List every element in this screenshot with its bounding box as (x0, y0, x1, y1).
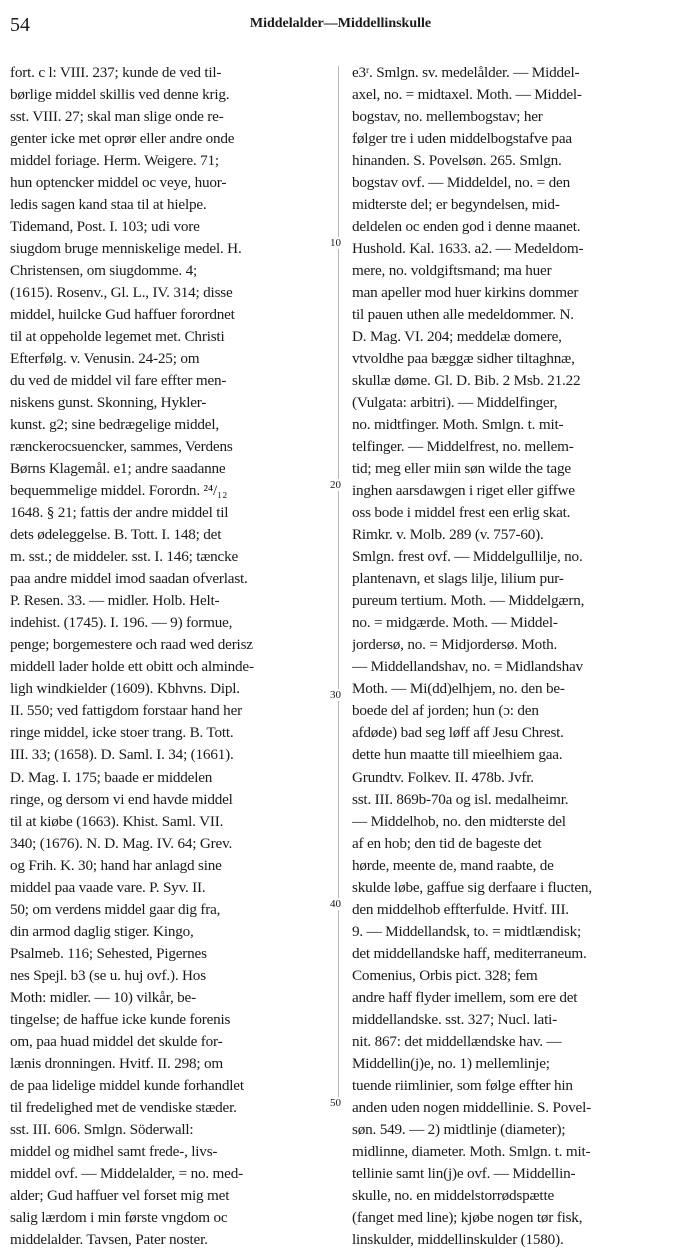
text-line: og Frih. K. 30; hand har anlagd sine (10, 856, 222, 874)
text-line: alder; Gud haffuer vel forset mig met (10, 1186, 230, 1204)
text-line: — Middellandshav, no. = Midlandshav (352, 658, 583, 676)
text-line: (Vulgata: arbitri). — Middelfinger, (352, 394, 558, 412)
text-line: du ved de middel vil fare effter men- (10, 372, 227, 390)
text-line: plantenavn, et slags lilje, lilium pur- (352, 570, 564, 588)
text-line: børlige middel skillis ved denne krig. (10, 86, 230, 104)
text-line: bogstav ovf. — Middeldel, no. = den (352, 174, 570, 192)
column-divider (338, 66, 339, 1106)
text-line: oss bode i middel frest een erlig skat. (352, 504, 571, 522)
text-line: din armod daglig stiger. Kingo, (10, 922, 194, 940)
text-line: Moth: midler. — 10) vilkår, be- (10, 988, 196, 1006)
page-header (0, 12, 681, 38)
text-line: om, paa huad middel det skulde for- (10, 1032, 223, 1050)
text-line: 9. — Middellandsk, to. = midtlændisk; (352, 922, 581, 940)
text-line: telfinger. — Middelfrest, no. mellem- (352, 438, 574, 456)
text-line: følger tre i uden middelbogstafve paa (352, 130, 572, 148)
text-line: D. Mag. VI. 204; meddelæ domere, (352, 328, 562, 346)
text-line: Christensen, om siugdomme. 4; (10, 262, 197, 280)
text-line: af en hob; den tid de bageste det (352, 834, 542, 852)
text-line: linskulder, middellinskulder (1580). (352, 1230, 564, 1248)
text-line: jordersø, no. = Midjordersø. Moth. (352, 636, 558, 654)
text-line: Efterfølg. v. Venusin. 24-25; om (10, 350, 200, 368)
text-line: niskens gunst. Skonning, Hykler- (10, 394, 207, 412)
text-line: (1615). Rosenv., Gl. L., IV. 314; disse (10, 284, 233, 302)
text-line: II. 550; ved fattigdom forstaar hand her (10, 702, 242, 720)
text-line: siugdom bruge menniskelige medel. H. (10, 240, 242, 258)
line-number: 20 (330, 479, 352, 491)
text-line: middell lader holde ett obitt och almindе- (10, 658, 254, 676)
text-line: ligh windkielder (1609). Kbhvns. Dipl. (10, 680, 240, 698)
text-line: (fanget med line); kjøbe nogen tør fisk, (352, 1208, 583, 1226)
text-line: til pauen uthen alle medeldommer. N. (352, 306, 574, 324)
text-line: dets ødeleggelse. B. Tott. I. 148; det (10, 526, 222, 544)
text-line: no. = midgærde. Moth. — Middel- (352, 614, 558, 632)
text-line: 1648. § 21; fattis der andre middel til (10, 504, 229, 522)
text-line: midterste del; er begyndelsen, mid- (352, 196, 560, 214)
text-line: sst. VIII. 27; skal man slige onde re- (10, 108, 224, 126)
text-line: deldelen oc enden god i denne maanet. (352, 218, 581, 236)
text-line: pureum tertium. Moth. — Middelgærn, (352, 592, 585, 610)
text-line: ledis sagen kand staa til at hielpe. (10, 196, 207, 214)
text-line: Tidemand, Post. I. 103; udi vore (10, 218, 200, 236)
text-line: afdøde) bad seg løff aff Jesu Chrest. (352, 724, 564, 742)
text-line: 340; (1676). N. D. Mag. IV. 64; Grev. (10, 834, 233, 852)
text-line: indehist. (1745). I. 196. — 9) formue, (10, 614, 233, 632)
text-line: middellandske. sst. 327; Nucl. lati- (352, 1010, 557, 1028)
text-line: kunst. g2; sine bedrægelige middel, (10, 416, 219, 434)
text-line: skulle, no. en middelstorrødspætte (352, 1186, 555, 1204)
text-line: tingelse; de haffue icke kunde forenis (10, 1010, 231, 1028)
text-line: Moth. — Mi(dd)elhjem, no. den be- (352, 680, 565, 698)
text-line: lænis dronningen. Hvitf. II. 298; om (10, 1054, 224, 1072)
right-column (352, 62, 670, 1251)
text-line: tid; meg eller miin søn wilde the tage (352, 460, 571, 478)
text-line: hun optencker middel oc veye, huor- (10, 174, 227, 192)
text-line: salig lærdom i min første vngdom oc (10, 1208, 228, 1226)
text-line: sst. III. 869b-70a og isl. medalheimr. (352, 790, 569, 808)
text-line: Psalmeb. 116; Sehested, Pigernes (10, 944, 207, 962)
text-line: Hushold. Kal. 1633. a2. — Medeldom- (352, 240, 584, 258)
text-line: rænckerocsuencker, sammes, Verdens (10, 438, 233, 456)
text-line: til at oppeholde legemet met. Christi (10, 328, 225, 346)
text-line: no. midtfinger. Moth. Smlgn. t. mit- (352, 416, 564, 434)
text-line: D. Mag. I. 175; baade er middelen (10, 768, 213, 786)
line-number: 50 (330, 1097, 352, 1109)
text-line: Rimkr. v. Molb. 289 (v. 757-60). (352, 526, 544, 544)
text-line: midlinne, diameter. Moth. Smlgn. t. mit- (352, 1142, 591, 1160)
text-line: man apeller mod huer kirkins dommer (352, 284, 579, 302)
text-line: middelalder. Tavsen, Pater noster. (10, 1230, 208, 1248)
text-line: nes Spejl. b3 (se u. huj ovf.). Hos (10, 966, 206, 984)
text-line: tuende riimlinier, som følge effter hin (352, 1076, 573, 1094)
text-line: sst. III. 606. Smlgn. Söderwall: (10, 1120, 194, 1138)
text-line: middel foriage. Herm. Weigere. 71; (10, 152, 219, 170)
text-line: til fredelighed met de vendiske stæder. (10, 1098, 237, 1116)
text-line: axel, no. = midtaxel. Moth. — Middel- (352, 86, 582, 104)
text-line: tellinie samt lin(j)e ovf. — Middellin- (352, 1164, 576, 1182)
text-line: den middelhob effterfulde. Hvitf. III. (352, 900, 569, 918)
text-line: søn. 549. — 2) midtlinje (diameter); (352, 1120, 566, 1138)
text-line: andre haff flyder imellem, som ere det (352, 988, 578, 1006)
text-line: Børns Klagemål. e1; andre saadanne (10, 460, 226, 478)
line-number: 10 (330, 237, 352, 249)
text-line: anden uden nogen middellinie. S. Povel- (352, 1098, 591, 1116)
text-line: Grundtv. Folkev. II. 478b. Jvfr. (352, 768, 534, 786)
text-line: Comenius, Orbis pict. 328; fem (352, 966, 538, 984)
text-line: skulde løbe, gaffue sig derfaare i flucten, (352, 878, 592, 896)
text-line: mere, no. voldgiftsmand; ma huer (352, 262, 552, 280)
left-column (10, 62, 332, 1251)
text-line: til at kiøbe (1663). Khist. Saml. VII. (10, 812, 224, 830)
running-head: Middelalder—Middellinskulle (249, 16, 432, 31)
text-line: paa andre middel imod saadan ofverlast. (10, 570, 248, 588)
text-line: middel og midhel samt frede-, livs- (10, 1142, 218, 1160)
text-line: hinanden. S. Povelsøn. 265. Smlgn. (352, 152, 562, 170)
text-line: e3ʳ. Smlgn. sv. medelålder. — Middel- (352, 64, 580, 81)
text-line: boede del af jorden; hun (ɔ: den (352, 702, 539, 720)
text-line: de paa lidelige middel kunde forhandlet (10, 1076, 244, 1094)
text-line: bogstav, no. mellembogstav; her (352, 108, 543, 126)
text-line: ringe middel, icke stoer trang. B. Tott. (10, 724, 234, 742)
line-number: 40 (330, 898, 352, 910)
text-line: middel ovf. — Middelalder, = no. med- (10, 1164, 243, 1182)
text-line: m. sst.; de middeler. sst. I. 146; tæncke (10, 548, 239, 566)
text-line: middel paa vaade vare. P. Syv. II. (10, 878, 206, 896)
text-line: Middellin(j)e, no. 1) mellemlinje; (352, 1054, 550, 1072)
text-line: hørde, meente de, mand raabte, de (352, 856, 554, 874)
text-line: inghen aarsdawgen i riget eller giffwe (352, 482, 575, 500)
text-line: genter icke met oprør eller andre onde (10, 130, 235, 148)
text-line: penge; borgemestere och raad wed derisz (10, 636, 253, 654)
text-line: skullæ døme. Gl. D. Bib. 2 Msb. 21.22 (352, 372, 581, 390)
text-line: 50; om verdens middel gaar dig fra, (10, 900, 221, 918)
text-line: P. Resen. 33. — midler. Holb. Helt- (10, 592, 220, 610)
text-line: fort. c l: VIII. 237; kunde de ved til- (10, 64, 222, 81)
text-line: middel, huilcke Gud haffuer forordnet (10, 306, 235, 324)
text-line: nit. 867: det middellændske hav. — (352, 1032, 562, 1050)
line-number: 30 (330, 689, 352, 701)
text-line: vtvoldhe paa bæggæ sidher tiltaghnæ, (352, 350, 575, 368)
text-line: ringe, og dersom vi end havde middel (10, 790, 233, 808)
page-number: 54 (10, 14, 30, 36)
text-line: dette hun maatte till mieelhiem gaa. (352, 746, 563, 764)
text-line: — Middelhob, no. den midterste del (352, 812, 566, 830)
text-line: bequemmelige middel. Forordn. ²⁴/₁₂ (10, 482, 228, 500)
text-line: det middellandske haff, mediterraneum. (352, 944, 587, 962)
text-line: III. 33; (1658). D. Saml. I. 34; (1661). (10, 746, 234, 764)
text-line: Smlgn. frest ovf. — Middelgullilje, no. (352, 548, 583, 566)
